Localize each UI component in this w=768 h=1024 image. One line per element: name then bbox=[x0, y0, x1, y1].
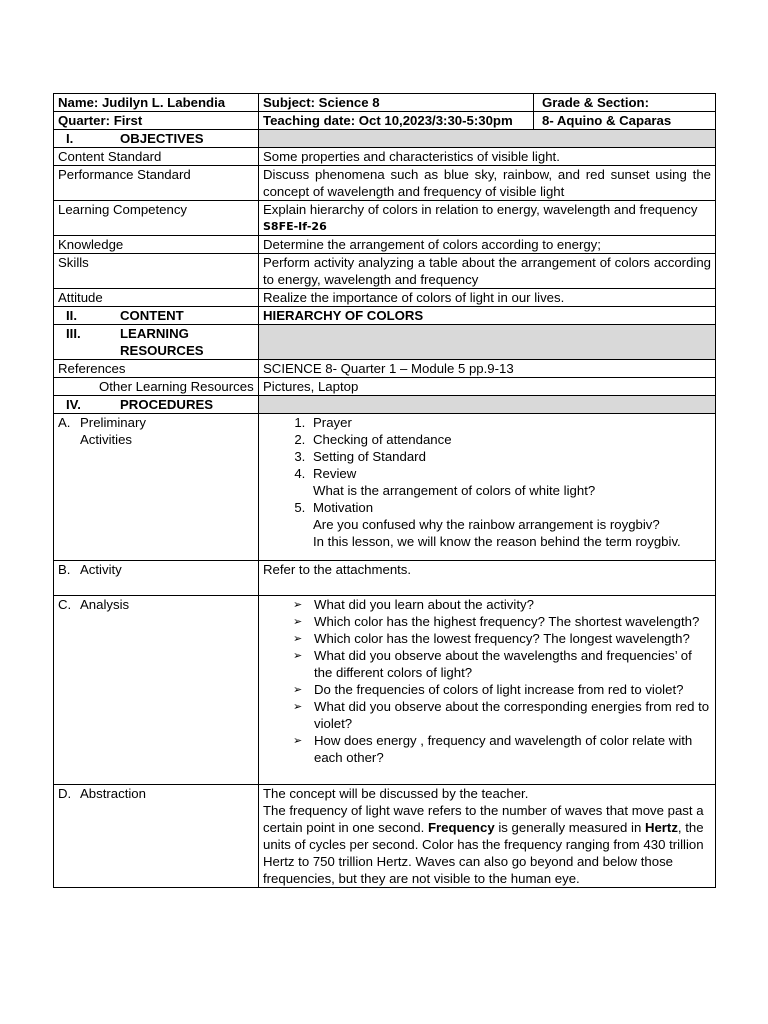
list-item bbox=[293, 732, 711, 766]
content-row bbox=[54, 307, 716, 325]
quarter: Quarter: First bbox=[54, 112, 259, 130]
knowledge-label: Knowledge bbox=[54, 236, 259, 254]
resources-heading bbox=[54, 325, 259, 360]
other-resources-row bbox=[54, 378, 716, 396]
knowledge-row bbox=[54, 236, 716, 254]
prayer-item: Prayer bbox=[313, 415, 352, 430]
learning-competency-row bbox=[54, 201, 716, 236]
analysis-question: Do the frequencies of colors of light increase from red to violet? bbox=[314, 682, 684, 697]
preliminary-list-cell bbox=[259, 414, 716, 561]
list-item bbox=[293, 630, 711, 647]
analysis-letter: C. bbox=[58, 597, 72, 612]
hertz-term: Hertz bbox=[644, 820, 678, 835]
arrow-bullet-icon: ➢ bbox=[293, 615, 303, 628]
references-row bbox=[54, 360, 716, 378]
preliminary-letter: A. bbox=[58, 415, 71, 430]
arrow-bullet-icon: ➢ bbox=[293, 598, 303, 611]
arrow-bullet-icon: ➢ bbox=[293, 649, 303, 662]
analysis-question: What did you observe about the wavelengths and frequencies’ of the different colors of light? bbox=[314, 648, 692, 680]
analysis-question: How does energy , frequency and wavelength of color relate with each other? bbox=[314, 733, 693, 765]
preliminary-label-cell bbox=[54, 414, 259, 561]
preliminary-list bbox=[263, 414, 711, 550]
frequency-term: Frequency bbox=[427, 820, 495, 835]
teaching-date: Teaching date: Oct 10,2023/3:30-5:30pm bbox=[259, 112, 534, 130]
procedures-heading bbox=[54, 396, 259, 414]
arrow-bullet-icon: ➢ bbox=[293, 632, 303, 645]
abstraction-intro: The concept will be discussed by the teacher. bbox=[263, 786, 529, 801]
performance-standard-value: Discuss phenomena such as blue sky, rainbow, and red sunset using the concept of wavelength and frequency of visible light bbox=[259, 166, 716, 201]
analysis-list-cell bbox=[259, 596, 716, 785]
resources-title: LEARNING RESOURCES bbox=[120, 326, 204, 358]
performance-standard-label: Performance Standard bbox=[54, 166, 259, 201]
grade-section-value: 8- Aquino & Caparas bbox=[534, 112, 716, 130]
analysis-question: What did you learn about the activity? bbox=[314, 597, 534, 612]
content-heading bbox=[54, 307, 259, 325]
review-item: Review bbox=[313, 466, 357, 481]
performance-standard-row bbox=[54, 166, 716, 201]
motivation-question-2: In this lesson, we will know the reason behind the term roygbiv. bbox=[313, 534, 681, 549]
analysis-questions bbox=[263, 596, 711, 766]
objectives-title: OBJECTIVES bbox=[120, 131, 204, 146]
arrow-bullet-icon: ➢ bbox=[293, 734, 303, 747]
analysis-row bbox=[54, 596, 716, 785]
analysis-question: Which color has the lowest frequency? The longest wavelength? bbox=[314, 631, 690, 646]
list-item bbox=[293, 681, 711, 698]
analysis-question: What did you observe about the corresponding energies from red to violet? bbox=[314, 699, 710, 731]
learning-competency-label: Learning Competency bbox=[54, 201, 259, 236]
procedures-num: IV. bbox=[66, 397, 81, 412]
header-row-2 bbox=[54, 112, 716, 130]
content-num: II. bbox=[66, 308, 77, 323]
content-title: CONTENT bbox=[120, 308, 184, 323]
analysis-label: Analysis bbox=[80, 597, 130, 612]
learning-competency-value: Explain hierarchy of colors in relation to energy, wavelength and frequency bbox=[263, 202, 698, 217]
abstraction-label: Abstraction bbox=[80, 786, 146, 801]
motivation-question-1: Are you confused why the rainbow arrangement is roygbiv? bbox=[313, 517, 660, 532]
references-value: SCIENCE 8- Quarter 1 – Module 5 pp.9-13 bbox=[259, 360, 716, 378]
abstraction-letter: D. bbox=[58, 786, 72, 801]
abstraction-label-cell bbox=[54, 785, 259, 888]
resources-heading-row bbox=[54, 325, 716, 360]
objectives-num: I. bbox=[66, 131, 74, 146]
abstraction-paragraph bbox=[263, 802, 711, 887]
lesson-plan-table bbox=[53, 93, 716, 888]
activity-label-cell bbox=[54, 561, 259, 596]
list-item bbox=[309, 414, 711, 431]
list-item bbox=[309, 465, 711, 499]
skills-label: Skills bbox=[54, 254, 259, 289]
activity-letter: B. bbox=[58, 562, 71, 577]
preliminary-row bbox=[54, 414, 716, 561]
standard-item: Setting of Standard bbox=[313, 449, 426, 464]
attitude-value: Realize the importance of colors of light in our lives. bbox=[259, 289, 716, 307]
other-resources-label: Other Learning Resources bbox=[54, 378, 259, 396]
content-standard-value: Some properties and characteristics of visible light. bbox=[259, 148, 716, 166]
abstraction-row bbox=[54, 785, 716, 888]
list-item bbox=[293, 596, 711, 613]
objectives-heading-fill bbox=[259, 130, 716, 148]
arrow-bullet-icon: ➢ bbox=[293, 700, 303, 713]
knowledge-value: Determine the arrangement of colors according to energy; bbox=[259, 236, 716, 254]
skills-value: Perform activity analyzing a table about the arrangement of colors according to energy, wavelength and frequency bbox=[259, 254, 716, 289]
abstraction-text: is generally measured in bbox=[494, 820, 645, 835]
analysis-label-cell bbox=[54, 596, 259, 785]
list-item bbox=[293, 698, 711, 732]
list-item bbox=[309, 431, 711, 448]
procedures-title: PROCEDURES bbox=[120, 397, 214, 412]
resources-heading-fill bbox=[259, 325, 716, 360]
grade-section-label: Grade & Section: bbox=[534, 94, 716, 112]
other-resources-value: Pictures, Laptop bbox=[259, 378, 716, 396]
abstraction-text: , the units of cycles per second. Color has the frequency ranging from 430 trillion Hertz to 750 trillion Hertz. Waves can also go beyond and below those frequencies, but they are not visible to the human eye. bbox=[263, 820, 704, 886]
preliminary-label: Preliminary Activities bbox=[80, 415, 146, 447]
teacher-name: Name: Judilyn L. Labendia bbox=[54, 94, 259, 112]
objectives-heading bbox=[54, 130, 259, 148]
header-row-1 bbox=[54, 94, 716, 112]
competency-code: S8FE-If-26 bbox=[263, 220, 327, 233]
resources-num: III. bbox=[66, 326, 81, 341]
references-label: References bbox=[54, 360, 259, 378]
attendance-item: Checking of attendance bbox=[313, 432, 452, 447]
abstraction-cell bbox=[259, 785, 716, 888]
procedures-heading-fill bbox=[259, 396, 716, 414]
arrow-bullet-icon: ➢ bbox=[293, 683, 303, 696]
content-standard-label: Content Standard bbox=[54, 148, 259, 166]
analysis-question: Which color has the highest frequency? The shortest wavelength? bbox=[314, 614, 700, 629]
content-value: HIERARCHY OF COLORS bbox=[259, 307, 716, 325]
procedures-heading-row bbox=[54, 396, 716, 414]
activity-row bbox=[54, 561, 716, 596]
list-item bbox=[309, 499, 711, 550]
activity-label: Activity bbox=[80, 562, 122, 577]
review-question: What is the arrangement of colors of white light? bbox=[313, 483, 596, 498]
motivation-item: Motivation bbox=[313, 500, 374, 515]
list-item bbox=[309, 448, 711, 465]
activity-value: Refer to the attachments. bbox=[259, 561, 716, 596]
subject: Subject: Science 8 bbox=[259, 94, 534, 112]
objectives-heading-row bbox=[54, 130, 716, 148]
list-item bbox=[293, 613, 711, 630]
content-standard-row bbox=[54, 148, 716, 166]
attitude-label: Attitude bbox=[54, 289, 259, 307]
list-item bbox=[293, 647, 711, 681]
abstraction-text: The frequency of light wave refers to the number of waves that move past a certain point in one second. bbox=[263, 803, 704, 835]
attitude-row bbox=[54, 289, 716, 307]
learning-competency-cell bbox=[259, 201, 716, 236]
skills-row bbox=[54, 254, 716, 289]
